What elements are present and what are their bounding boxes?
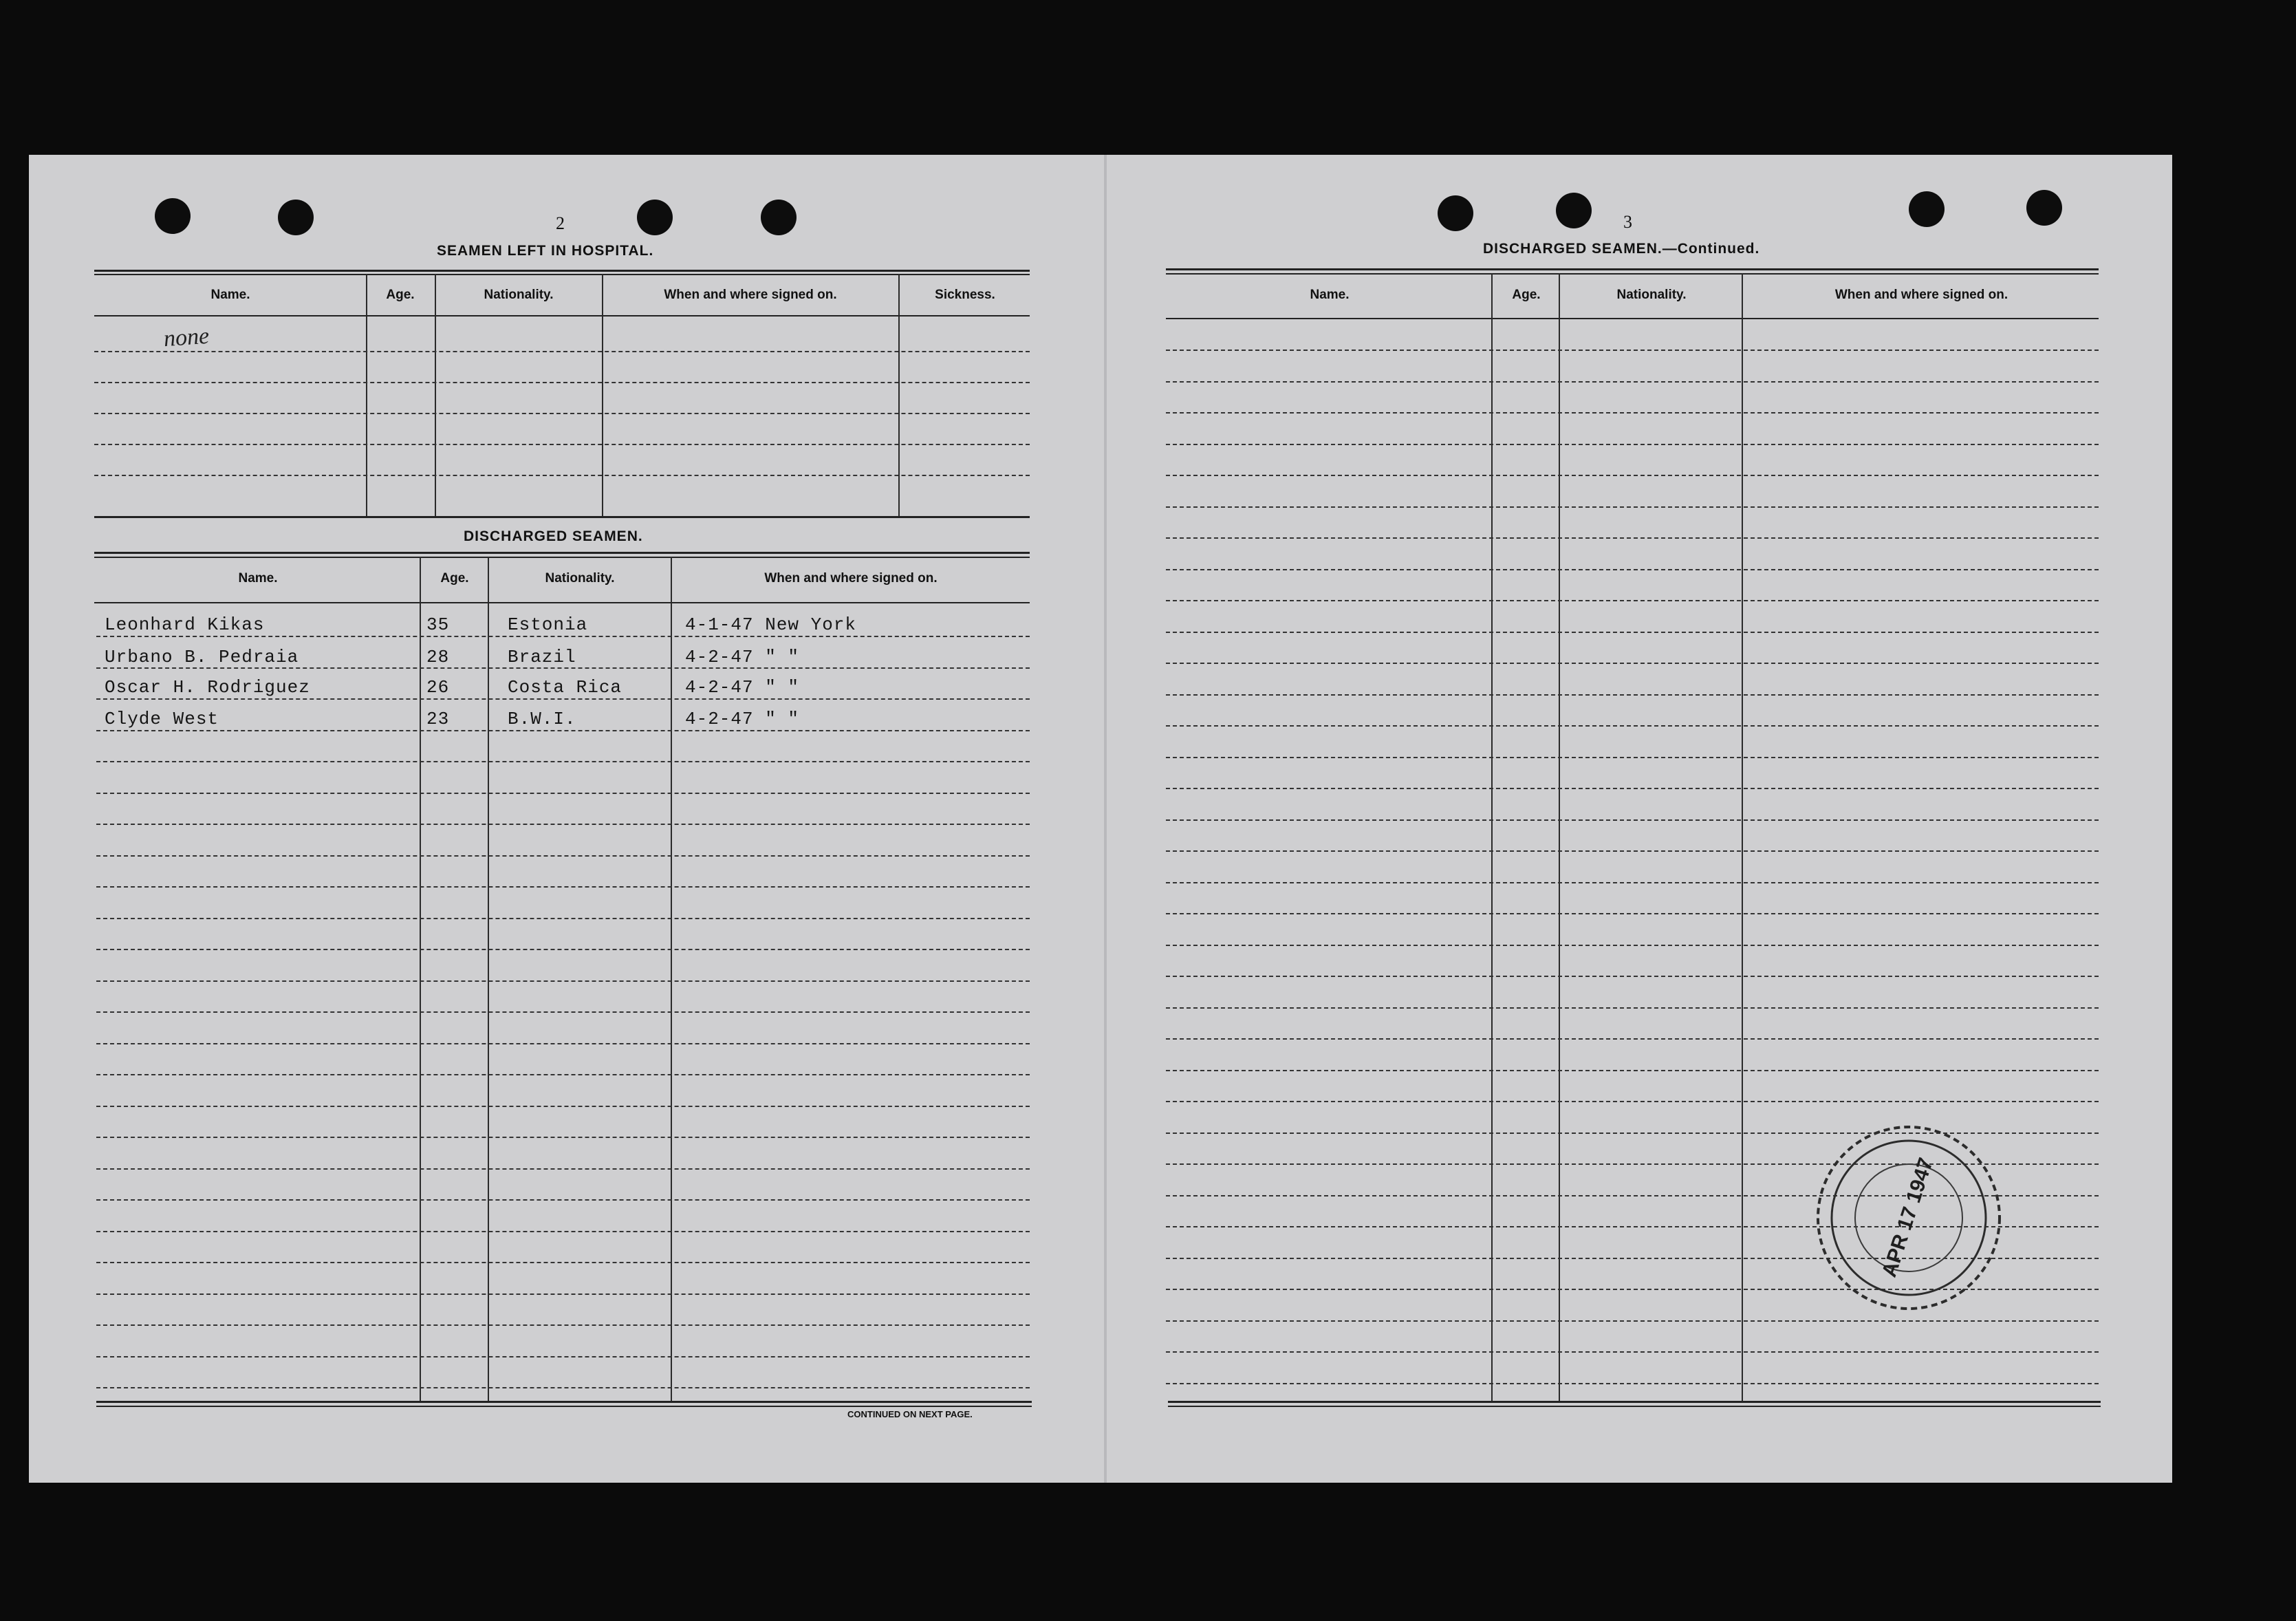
- ledger-row-line: [1166, 1038, 2099, 1040]
- row-4-signed-on: 4-2-47 " ": [685, 709, 800, 729]
- hospital-col-divider: [602, 274, 603, 516]
- right-col-name: Name.: [1310, 288, 1350, 302]
- row-3-age: 26: [426, 677, 450, 698]
- discharged-header-rule: [94, 602, 1030, 603]
- right-col-signed-on: When and where signed on.: [1834, 288, 2008, 302]
- ledger-row-line: [1166, 1101, 2099, 1102]
- ledger-row-line: [96, 793, 1030, 794]
- row-4-age: 23: [426, 709, 450, 729]
- ledger-row-line: [96, 1387, 1030, 1388]
- ledger-row-line: [96, 730, 1030, 731]
- page-number-right: 3: [1623, 212, 1632, 232]
- punch-hole: [1438, 195, 1473, 231]
- discharged-col-divider: [420, 557, 421, 1402]
- ledger-row-line: [96, 1168, 1030, 1170]
- ledger-row-line: [1166, 694, 2099, 696]
- ledger-row-line: [96, 1106, 1030, 1107]
- right-col-nationality: Nationality.: [1616, 288, 1687, 302]
- discharged-section-title: DISCHARGED SEAMEN.: [464, 528, 643, 544]
- hospital-col-signed-on: When and where signed on.: [664, 288, 837, 302]
- hospital-col-divider: [435, 274, 436, 516]
- ledger-row-line: [1166, 725, 2099, 727]
- discharged-col-name: Name.: [238, 571, 278, 586]
- ledger-row-line: [1166, 475, 2099, 476]
- ledger-row-line: [1166, 976, 2099, 977]
- ledger-row-line: [96, 855, 1030, 857]
- ledger-row-line: [96, 1324, 1030, 1326]
- right-top-rule: [1166, 268, 2099, 270]
- row-2-nationality: Brazil: [508, 647, 576, 667]
- discharged-top-rule-2: [94, 557, 1030, 558]
- ledger-row-line: [1166, 412, 2099, 414]
- ledger-row-line: [96, 1043, 1030, 1044]
- ledger-row-line: [1166, 850, 2099, 852]
- hospital-col-name: Name.: [210, 288, 250, 302]
- ledger-row-line: [96, 1262, 1030, 1263]
- row-1-nationality: Estonia: [508, 614, 588, 635]
- stamp-date: APR 17 1947: [1878, 1155, 1938, 1280]
- ledger-row-line: [1166, 1070, 2099, 1071]
- ledger-row-line: [96, 698, 1030, 700]
- row-1-age: 35: [426, 614, 450, 635]
- stamp-graphic: [1806, 1115, 2012, 1321]
- ledger-row-line: [96, 1356, 1030, 1357]
- discharged-col-signed-on: When and where signed on.: [764, 571, 938, 586]
- hospital-col-divider: [366, 274, 367, 516]
- hospital-section-title: SEAMEN LEFT IN HOSPITAL.: [437, 243, 654, 259]
- ledger-row-line: [1166, 506, 2099, 508]
- ledger-row-line: [96, 636, 1030, 637]
- right-col-divider: [1742, 273, 1743, 1402]
- hospital-row-line: [94, 351, 1030, 352]
- hospital-col-sickness: Sickness.: [935, 288, 995, 302]
- hospital-col-age: Age.: [386, 288, 415, 302]
- received-stamp: [1806, 1115, 2012, 1321]
- punch-hole: [278, 200, 314, 235]
- punch-hole: [155, 198, 191, 234]
- ledger-row-line: [96, 761, 1030, 762]
- ledger-row-line: [96, 1293, 1030, 1295]
- ledger-row-line: [1166, 632, 2099, 633]
- row-3-nationality: Costa Rica: [508, 677, 622, 698]
- ledger-row-line: [96, 1074, 1030, 1075]
- ledger-row-line: [1166, 757, 2099, 758]
- hospital-header-rule: [94, 315, 1030, 316]
- discharged-col-divider: [671, 557, 672, 1402]
- page-number-left: 2: [556, 213, 565, 233]
- ledger-row-line: [1166, 819, 2099, 821]
- ledger-row-line: [96, 1199, 1030, 1201]
- ledger-row-line: [96, 886, 1030, 888]
- page-fold: [1104, 155, 1107, 1483]
- hospital-row-line: [94, 382, 1030, 383]
- row-4-nationality: B.W.I.: [508, 709, 576, 729]
- ledger-row-line: [96, 918, 1030, 919]
- right-col-divider: [1491, 273, 1493, 1402]
- discharged-col-nationality: Nationality.: [545, 571, 615, 586]
- ledger-row-line: [1166, 882, 2099, 883]
- discharged-top-rule: [94, 552, 1030, 554]
- row-2-name: Urbano B. Pedraia: [105, 647, 299, 667]
- hospital-row-line: [94, 444, 1030, 445]
- ledger-row-line: [96, 1011, 1030, 1013]
- hospital-handwritten-none: none: [162, 323, 210, 352]
- hospital-col-nationality: Nationality.: [484, 288, 554, 302]
- hospital-row-line: [94, 413, 1030, 414]
- ledger-row-line: [96, 980, 1030, 982]
- punch-hole: [1909, 191, 1945, 227]
- ledger-row-line: [1166, 1007, 2099, 1009]
- hospital-row-line: [94, 475, 1030, 476]
- ledger-row-line: [1166, 1351, 2099, 1353]
- ledger-row-line: [1166, 1383, 2099, 1384]
- row-3-name: Oscar H. Rodriguez: [105, 677, 310, 698]
- hospital-top-rule-2: [94, 274, 1030, 275]
- right-bottom-rule: [1168, 1401, 2101, 1403]
- ledger-row-line: [96, 1137, 1030, 1138]
- right-bottom-rule-2: [1168, 1406, 2101, 1407]
- punch-hole: [637, 200, 673, 235]
- discharged-col-divider: [488, 557, 489, 1402]
- ledger-row-line: [1166, 600, 2099, 601]
- punch-hole: [2026, 190, 2062, 226]
- row-3-signed-on: 4-2-47 " ": [685, 677, 800, 698]
- right-col-divider: [1559, 273, 1560, 1402]
- punch-hole: [761, 200, 797, 235]
- punch-hole: [1556, 193, 1592, 228]
- ledger-row-line: [1166, 913, 2099, 914]
- continued-section-title: DISCHARGED SEAMEN.—Continued.: [1483, 241, 1760, 257]
- ledger-row-line: [1166, 444, 2099, 445]
- right-top-rule-2: [1166, 273, 2099, 275]
- row-2-signed-on: 4-2-47 " ": [685, 647, 800, 667]
- right-col-age: Age.: [1512, 288, 1541, 302]
- discharged-col-age: Age.: [440, 571, 469, 586]
- row-4-name: Clyde West: [105, 709, 219, 729]
- row-1-signed-on: 4-1-47 New York: [685, 614, 857, 635]
- ledger-row-line: [96, 1231, 1030, 1232]
- ledger-row-line: [1166, 350, 2099, 351]
- hospital-top-rule: [94, 270, 1030, 272]
- ledger-row-line: [1166, 569, 2099, 570]
- discharged-bottom-rule-2: [96, 1406, 1032, 1407]
- hospital-col-divider: [898, 274, 900, 516]
- discharged-bottom-rule: [96, 1401, 1032, 1403]
- row-1-name: Leonhard Kikas: [105, 614, 265, 635]
- ledger-row-line: [1166, 788, 2099, 789]
- hospital-bottom-rule: [94, 516, 1030, 518]
- ledger-row-line: [1166, 663, 2099, 664]
- ledger-row-line: [1166, 381, 2099, 383]
- continued-note: CONTINUED ON NEXT PAGE.: [847, 1409, 973, 1419]
- ledger-row-line: [1166, 945, 2099, 946]
- row-2-age: 28: [426, 647, 450, 667]
- ledger-row-line: [1166, 537, 2099, 539]
- right-header-rule: [1166, 318, 2099, 319]
- ledger-row-line: [96, 949, 1030, 950]
- ledger-row-line: [96, 824, 1030, 825]
